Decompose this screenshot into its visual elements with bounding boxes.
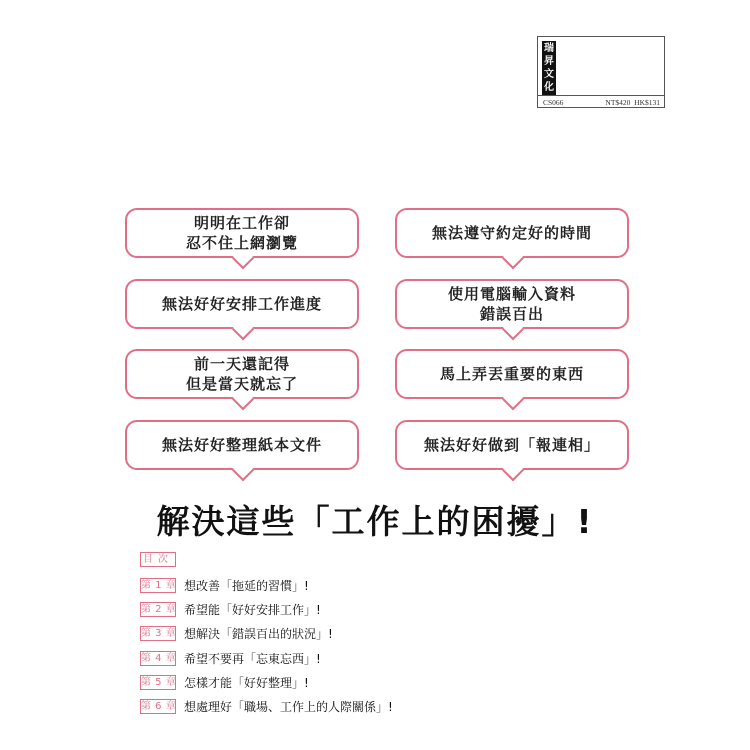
toc-row <box>140 650 321 666</box>
chapter-title: 希望不要再「忘東忘西」! <box>184 651 321 666</box>
chapter-title: 想處理好「職場、工作上的人際關係」! <box>184 699 393 714</box>
bubble-text-line1: 馬上弄丟重要的東西 <box>439 365 584 383</box>
bubble-problem-1 <box>125 208 359 258</box>
bubble-text-line2: 但是當天就忘了 <box>185 375 298 393</box>
chapter-label: 第 4 章 <box>141 652 177 664</box>
publisher-logo <box>542 41 556 95</box>
bubble-text-line1: 無法好好整理紙本文件 <box>161 436 322 454</box>
bubble-problem-4 <box>395 279 629 329</box>
bubble-problem-2 <box>395 208 629 258</box>
publisher-divider <box>538 95 664 96</box>
toc-row <box>140 625 333 641</box>
bubble-problem-3 <box>125 279 359 329</box>
bubble-tail <box>232 318 255 341</box>
bubble-text-line2: 錯誤百出 <box>479 305 544 323</box>
toc-row <box>140 674 309 690</box>
toc-row <box>140 698 393 714</box>
chapter-label: 第 1 章 <box>141 579 177 591</box>
bubble-text-line1: 使用電腦輸入資料 <box>447 285 576 303</box>
chapter-title: 希望能「好好安排工作」! <box>184 602 321 617</box>
publisher-char: 瑞 <box>544 43 554 54</box>
bubble-tail <box>502 388 525 411</box>
publisher-box <box>537 36 665 108</box>
bubble-tail <box>502 459 525 482</box>
bubble-text-line1: 無法好好安排工作進度 <box>161 295 322 313</box>
chapter-title: 想解決「錯誤百出的狀況」! <box>184 626 333 641</box>
bubble-problem-7 <box>125 420 359 470</box>
bubble-text-line2: 忍不住上網瀏覽 <box>185 234 298 252</box>
chapter-label: 第 2 章 <box>141 603 177 615</box>
bubble-text-line1: 無法好好做到「報連相」 <box>423 436 600 454</box>
bubble-text-line1: 無法遵守約定好的時間 <box>431 224 592 242</box>
publisher-char: 文 <box>544 69 554 80</box>
publisher-codes <box>543 97 660 107</box>
chapter-label: 第 6 章 <box>141 700 177 712</box>
toc-row <box>140 601 321 617</box>
chapter-label: 第 5 章 <box>141 676 177 688</box>
price-nt: NT$420 <box>605 97 631 107</box>
headline: 解決這些「工作上的困擾」! <box>156 502 594 541</box>
bubble-problem-5 <box>125 349 359 399</box>
chapter-title: 想改善「拖延的習慣」! <box>184 578 309 593</box>
product-code: CS066 <box>543 97 564 107</box>
bubble-problem-6 <box>395 349 629 399</box>
bubble-tail <box>502 247 525 270</box>
toc-row <box>140 577 309 593</box>
bubble-text-line1: 前一天還記得 <box>193 355 290 373</box>
price-tags <box>605 98 660 107</box>
chapter-label: 第 3 章 <box>141 627 177 639</box>
publisher-char: 化 <box>544 82 554 93</box>
bubble-problem-8 <box>395 420 629 470</box>
price-hk: HK$131 <box>634 97 660 107</box>
toc-heading: 目次 <box>140 552 176 567</box>
publisher-char: 昇 <box>544 56 554 67</box>
bubble-tail <box>232 459 255 482</box>
chapter-title: 怎樣才能「好好整理」! <box>184 675 309 690</box>
bubble-text-line1: 明明在工作卻 <box>193 214 290 232</box>
